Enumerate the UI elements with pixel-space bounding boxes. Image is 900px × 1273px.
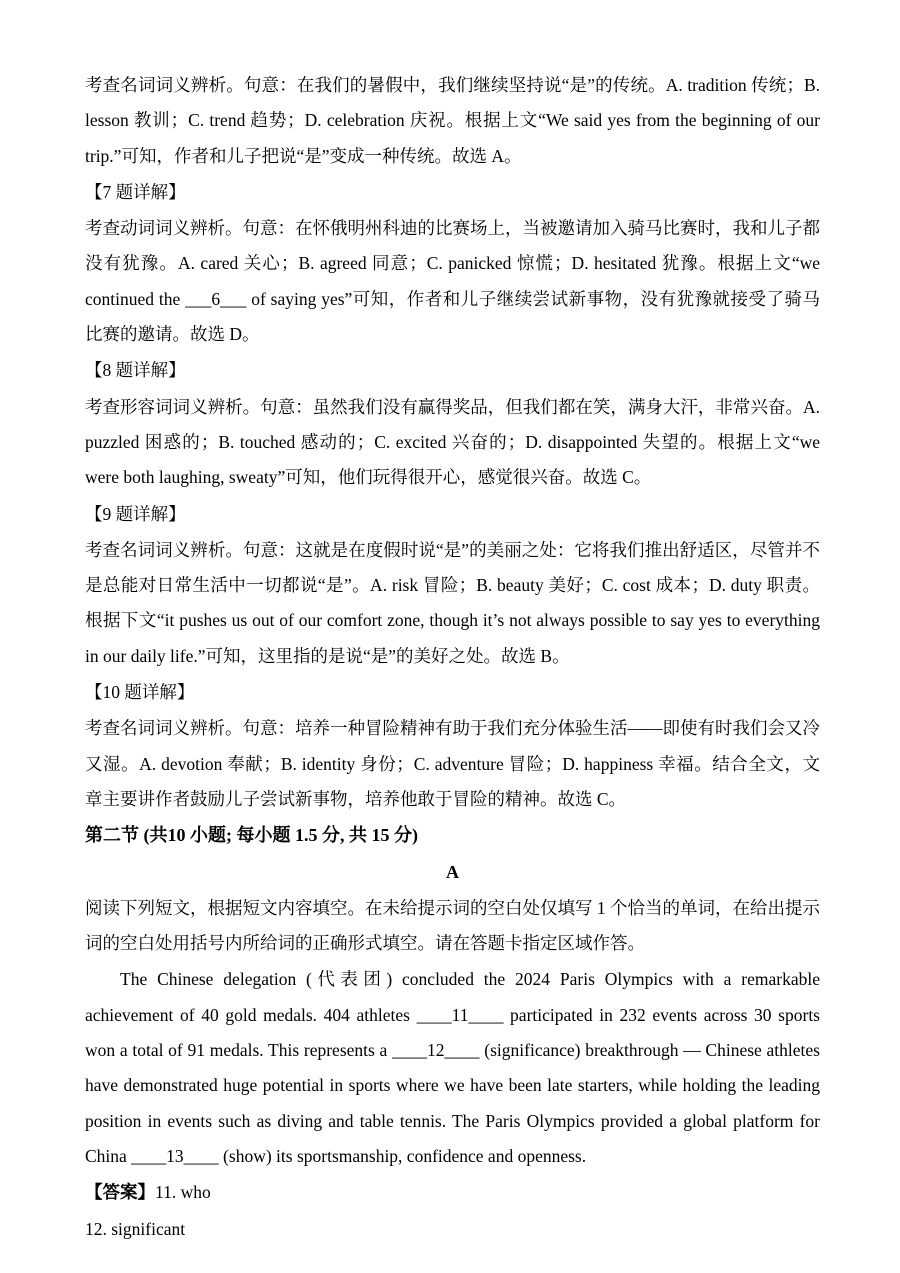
- q9-heading: 【9 题详解】: [85, 503, 186, 524]
- q10-explanation-text: 考查名词词义辨析。句意：培养一种冒险精神有助于我们充分体验生活——即使有时我们会又冷又湿。A. devotion 奉献；B. identity 身份；C. adventure 冒险；D. happiness 幸福。结合全文，文章主要讲作者鼓励儿子尝试新事物，培养他敢于冒险的精神。故选 C。: [85, 718, 820, 809]
- section2-title: 第二节 (共10 小题; 每小题 1.5 分, 共 15 分): [85, 825, 418, 846]
- q9-explanation-text: 考查名词词义辨析。句意：这就是在度假时说“是”的美丽之处：它将我们推出舒适区，尽管并不是总能对日常生活中一切都说“是”。A. risk 冒险；B. beauty 美好；C. cost 成本；D. duty 职责。根据下文“it pushes us out of our comfort zone, though it’s not always possible to say yes to everything in our daily life.”可知，这里指的是说“是”的美好之处。故选 B。: [85, 539, 820, 666]
- cloze-passage: The Chinese delegation (代表团) concluded the 2024 Paris Olympics with a remarkable achievement of 40 gold medals. 404 athletes ____11____ participated in 232 events across 30 sports won a total of 91 medals. This represents a ____12____ (significance) breakthrough — Chinese athletes have demonstrated huge potential in sports where we have been late starters, while holding the leading position in events such as diving and table tennis. The Paris Olympics provided a global platform for China ____13____ (show) its sportsmanship, confidence and openness.: [85, 969, 820, 1166]
- q10-heading: 【10 题详解】: [85, 682, 195, 703]
- q7-explanation-text: 考查动词词义辨析。句意：在怀俄明州科迪的比赛场上，当被邀请加入骑马比赛时，我和儿子都没有犹豫。A. cared 关心；B. agreed 同意；C. panicked 惊慌；D. hesitated 犹豫。根据上文“we continued the ___6___ of saying yes”可知，作者和儿子继续尝试新事物，没有犹豫就接受了骑马比赛的邀请。故选 D。: [85, 218, 820, 345]
- answer-line: [85, 1175, 820, 1210]
- q6-explanation-text: 考查名词词义辨析。句意：在我们的暑假中，我们继续坚持说“是”的传统。A. tradition 传统；B. lesson 教训；C. trend 趋势；D. celebration 庆祝。根据上文“We said yes from the beginning of our trip.”可知，作者和儿子把说“是”变成一种传统。故选 A。: [85, 75, 820, 166]
- answer-12-text: 12. significant: [85, 1218, 186, 1239]
- q8-heading: 【8 题详解】: [85, 360, 186, 381]
- section2-instructions: 阅读下列短文，根据短文内容填空。在未给提示词的空白处仅填写 1 个恰当的单词，在给出提示词的空白处用括号内所给词的正确形式填空。请在答题卡指定区域作答。: [85, 897, 820, 954]
- answer-11-text: 11. who: [155, 1182, 211, 1203]
- q8-explanation-text: 考查形容词词义辨析。句意：虽然我们没有赢得奖品，但我们都在笑，满身大汗，非常兴奋。A. puzzled 困惑的；B. touched 感动的；C. excited 兴奋的；D. disappointed 失望的。根据上文“we were both laughing, sweaty”可知，他们玩得很开心，感觉很兴奋。故选 C。: [85, 396, 820, 488]
- answer-label: 【答案】: [85, 1182, 155, 1203]
- part-a-label: A: [446, 861, 459, 882]
- q7-heading: 【7 题详解】: [85, 181, 186, 202]
